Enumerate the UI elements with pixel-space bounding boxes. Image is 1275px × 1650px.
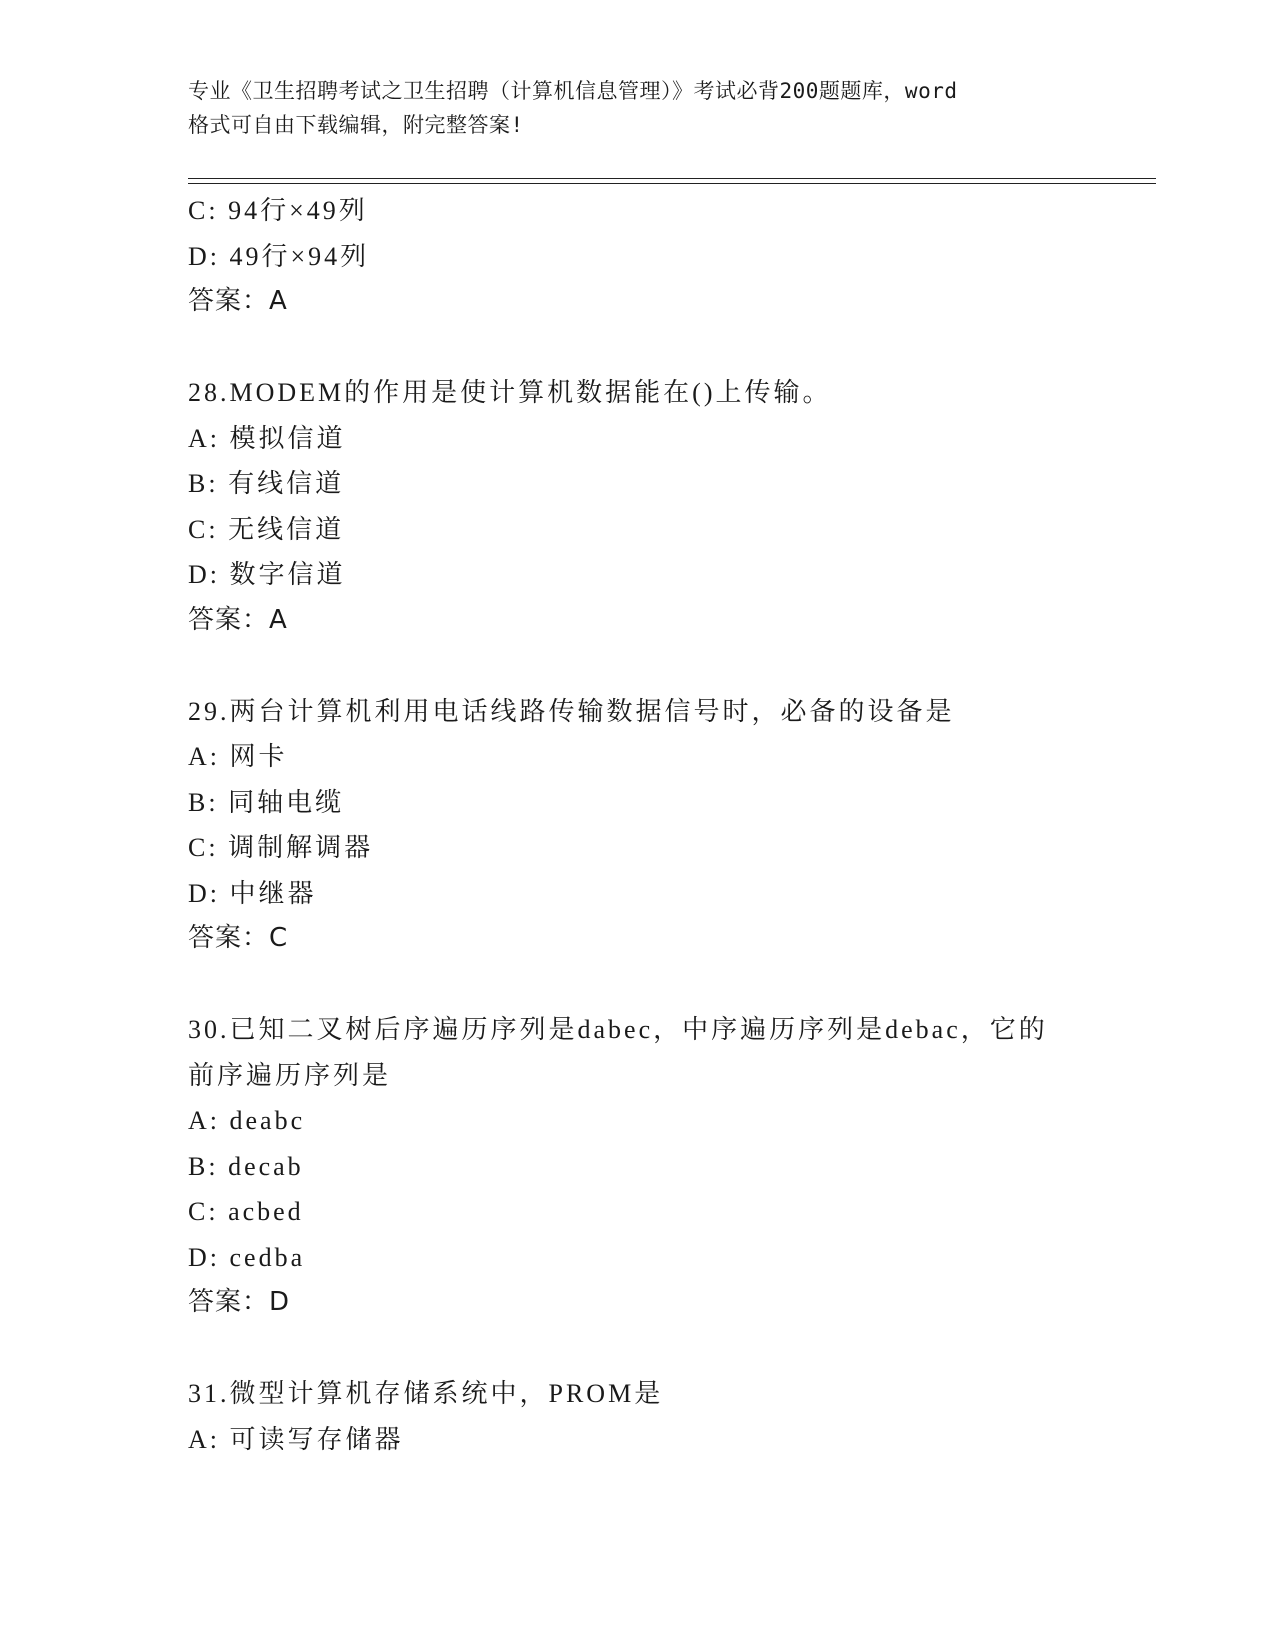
option-b: B: 同轴电缆 [188,787,345,817]
question-stem-line-1: 30.已知二叉树后序遍历序列是dabec，中序遍历序列是debac，它的 [188,1015,1048,1044]
option-b: B: 有线信道 [188,469,345,498]
spacer [188,962,1156,1008]
question-27-tail [188,188,1156,325]
option-a: A: 网卡 [188,742,288,771]
question-30 [188,1007,1156,1326]
option-d: D: 49行×94列 [188,241,370,271]
option-d: D: 数字信道 [188,560,346,589]
question-31 [188,1371,1156,1462]
option-c: C: 调制解调器 [188,833,374,862]
option-a: A: 模拟信道 [188,423,346,453]
option-a: A: deabc [188,1106,306,1135]
header-divider-bottom [188,183,1156,184]
header-divider-top [188,178,1156,179]
answer-line: 答案：A [188,286,288,316]
document-header [188,74,1088,142]
question-stem-line-2: 前序遍历序列是 [188,1060,392,1090]
option-a: A: 可读写存储器 [188,1424,404,1454]
option-c: C: 94行×49列 [188,196,368,225]
spacer [188,643,1156,689]
spacer [188,1326,1156,1372]
answer-line: 答案：C [188,923,289,953]
option-d: D: 中继器 [188,878,317,908]
option-d: D: cedba [188,1242,306,1272]
option-b: B: decab [188,1151,304,1181]
question-list [188,188,1156,1462]
spacer [188,325,1156,371]
question-stem: 31.微型计算机存储系统中，PROM是 [188,1379,664,1408]
question-stem: 29.两台计算机利用电话线路传输数据信号时，必备的设备是 [188,696,955,726]
answer-line: 答案：D [188,1287,291,1317]
question-28 [188,370,1156,643]
header-line-2: 格式可自由下载编辑，附完整答案! [188,113,524,137]
header-line-1: 专业《卫生招聘考试之卫生招聘（计算机信息管理）》考试必背200题题库，word [188,79,958,103]
answer-line: 答案：A [188,604,288,635]
option-c: C: acbed [188,1197,304,1226]
question-stem: 28.MODEM的作用是使计算机数据能在()上传输。 [188,378,832,407]
question-29 [188,689,1156,962]
option-c: C: 无线信道 [188,514,345,544]
